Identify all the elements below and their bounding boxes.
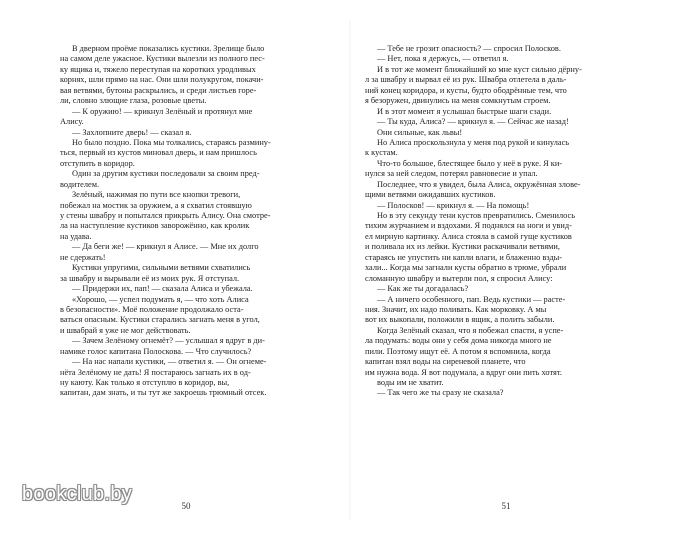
left-page-number: 50	[181, 501, 191, 511]
text-line: — Так чего же ты сразу не сказала?	[377, 388, 504, 398]
text-line: — Как же ты догадалась?	[377, 284, 469, 294]
text-line: Один за другим кустики последовали за своим пред-	[72, 169, 260, 179]
text-line: Когда Зелёный сказал, что я побежал спасти, я успе-	[377, 325, 564, 335]
text-line: ла на наступление кустиков заворожённо, как кролик	[60, 221, 250, 231]
text-line: у стены швабру и попытался прикрыть Алису. Она смотре-	[60, 211, 271, 220]
text-line: на самом деле ужасное. Кустики вылезли из полного пес-	[60, 54, 265, 64]
text-line: ния. Значит, их надо поливать. Как морковку. А мы	[365, 304, 547, 314]
text-line: на удава.	[60, 231, 92, 241]
text-line: ку ящика и, тяжело переступая на коротких уродливых	[60, 64, 256, 74]
text-line: ли, словно злющие глаза, розовые цветы.	[60, 96, 207, 106]
text-line: Но в эту секунду тени кустов превратились. Сменилось	[377, 211, 576, 220]
text-line: нёта Зелёному не дать! Я постараюсь загнать их в од-	[60, 367, 251, 377]
text-line: не сдержать!	[60, 252, 106, 262]
text-line: водителем.	[60, 179, 100, 189]
right-page-text	[365, 44, 647, 399]
text-line: щими ветвями ожидавших кустиков.	[365, 190, 496, 200]
text-line: В дверном проёме показались кустики. Зрелище было	[72, 44, 265, 53]
text-line: сломанную швабру и вытерли пол, я спросил Алису:	[365, 273, 553, 283]
text-line: — Ты куда, Алиса? — крикнул я. — Сейчас же назад!	[377, 117, 569, 127]
text-line: в безопасности». Моё положение продолжало оста-	[60, 304, 244, 314]
text-line: намике голос капитана Полоскова. — Что случилось?	[60, 346, 252, 356]
text-line: к кустам.	[365, 148, 398, 158]
text-line: и швабра́й я уже не мог действовать.	[60, 325, 191, 335]
text-line: — К оружию! — крикнул Зелёный и протянул мне	[72, 106, 253, 116]
text-line: Алису.	[60, 117, 84, 127]
text-line: И в этот момент я услышал быстрые шаги сзади.	[377, 106, 552, 116]
text-line: И в тот же момент ближайший ко мне куст сильно дёрну-	[377, 64, 582, 74]
text-line: — Придержи их, пап! — сказала Алиса и убежала.	[72, 284, 253, 294]
text-line: нулся за ней следом, потерял равновесие и упал.	[365, 169, 538, 179]
text-line: «Хорошо, — успел подумать я, — что хоть Алиса	[72, 294, 249, 304]
text-line: Они сильные, как львы!	[377, 127, 463, 137]
text-line: — Нет, пока я держусь, — ответил я.	[377, 54, 509, 64]
text-line: — Да беги же! — крикнул я Алисе. — Мне их долго	[72, 242, 259, 252]
text-line: пили. Поэтому ищут её. А потом я вспомнила, когда	[365, 346, 551, 356]
text-line: хали... Когда мы загнали кусты обратно в трюме, убрали	[365, 263, 567, 273]
text-line: я безоружен, двинулись на меня сомкнутым строем.	[365, 96, 551, 106]
text-line: стараясь не упустить ни капли влаги, и блаженно взды-	[365, 252, 563, 262]
text-line: воды им не хватит.	[377, 378, 444, 387]
text-line: тихим журчанием и вздохами. Я поднялся на ноги и увид-	[365, 221, 572, 231]
text-line: Но Алиса проскользнула у меня под рукой и кинулась	[377, 137, 570, 147]
text-line: Зелёный, нажимая по пути все кнопки тревоги,	[72, 190, 241, 200]
text-line: побежал на мостик за оружием, а я схватил стоявшую	[60, 200, 252, 210]
text-line: ний конец коридора, и кусты, будто ободрённые тем, что	[365, 85, 567, 95]
text-line: ла подумать: воды они у себя дома никогда много не	[365, 336, 552, 346]
watermark-logo: bookclub.by	[22, 483, 133, 505]
text-line: отступить в коридор.	[60, 158, 135, 168]
text-line: — На нас напали кустики, — ответил я. — Он огнеме-	[72, 357, 267, 367]
text-line: Но было поздно. Пока мы толкались, стараясь размину-	[72, 137, 271, 147]
text-line: — Полосков! — крикнул я. — На помощь!	[377, 200, 530, 210]
text-line: капитан, дам знать, и ты тут же закроешь трюмный отсек.	[60, 388, 267, 398]
text-line: ел мирную картинку. Алиса стояла в самой гуще кустиков	[365, 231, 572, 241]
text-line: ваться опасным. Кустики старались загнать меня в угол,	[60, 315, 260, 325]
text-line: Что-то большое, блестящее было у неё в руке. Я ки-	[377, 158, 563, 168]
text-line: Кустики упругими, сильными ветвями схватились	[72, 263, 251, 273]
text-line: — Тебе не грозит опасность? — спросил Полосков.	[377, 44, 561, 53]
text-line: — Зачем Зелёному огнемёт? — услышал я вдруг в ди-	[72, 336, 265, 346]
text-line: капитан взял воды на сиреневой планете, что	[365, 357, 526, 367]
left-page-text	[60, 44, 342, 399]
text-line: за швабру и вырывали её из моих рук. Я отступал.	[60, 273, 240, 283]
page-gutter	[349, 20, 351, 520]
text-line: — А ничего особенного, пап. Ведь кустики — расте-	[377, 294, 566, 304]
text-line: л за швабру и вырвал её из рук. Швабра отлетела в даль-	[365, 75, 567, 85]
text-line: Последнее, что я увидел, была Алиса, окружённая злове-	[377, 179, 581, 189]
text-line: и поливала их из лейки. Кустики раскачивали ветвями,	[365, 242, 560, 252]
text-line: корнях, шли прямо на нас. Они шли полукругом, покачи-	[60, 75, 264, 85]
text-line: ну каюту. Как только я отступлю в коридор, вы,	[60, 378, 230, 387]
right-page-number: 51	[501, 501, 511, 511]
text-line: — Захлопните дверь! — сказал я.	[72, 127, 192, 137]
text-line: вая ветвями, бутоны раскрылись, и среди листьев горе-	[60, 85, 257, 95]
text-line: им нужна вода. Я вот подумала, а вдруг они пить хотят.	[365, 367, 562, 377]
text-line: вот их выкопали, положили в ящик, а полить забыли.	[365, 315, 555, 325]
text-line: ться, первый из кустов миновал дверь, и нам пришлось	[60, 148, 257, 158]
